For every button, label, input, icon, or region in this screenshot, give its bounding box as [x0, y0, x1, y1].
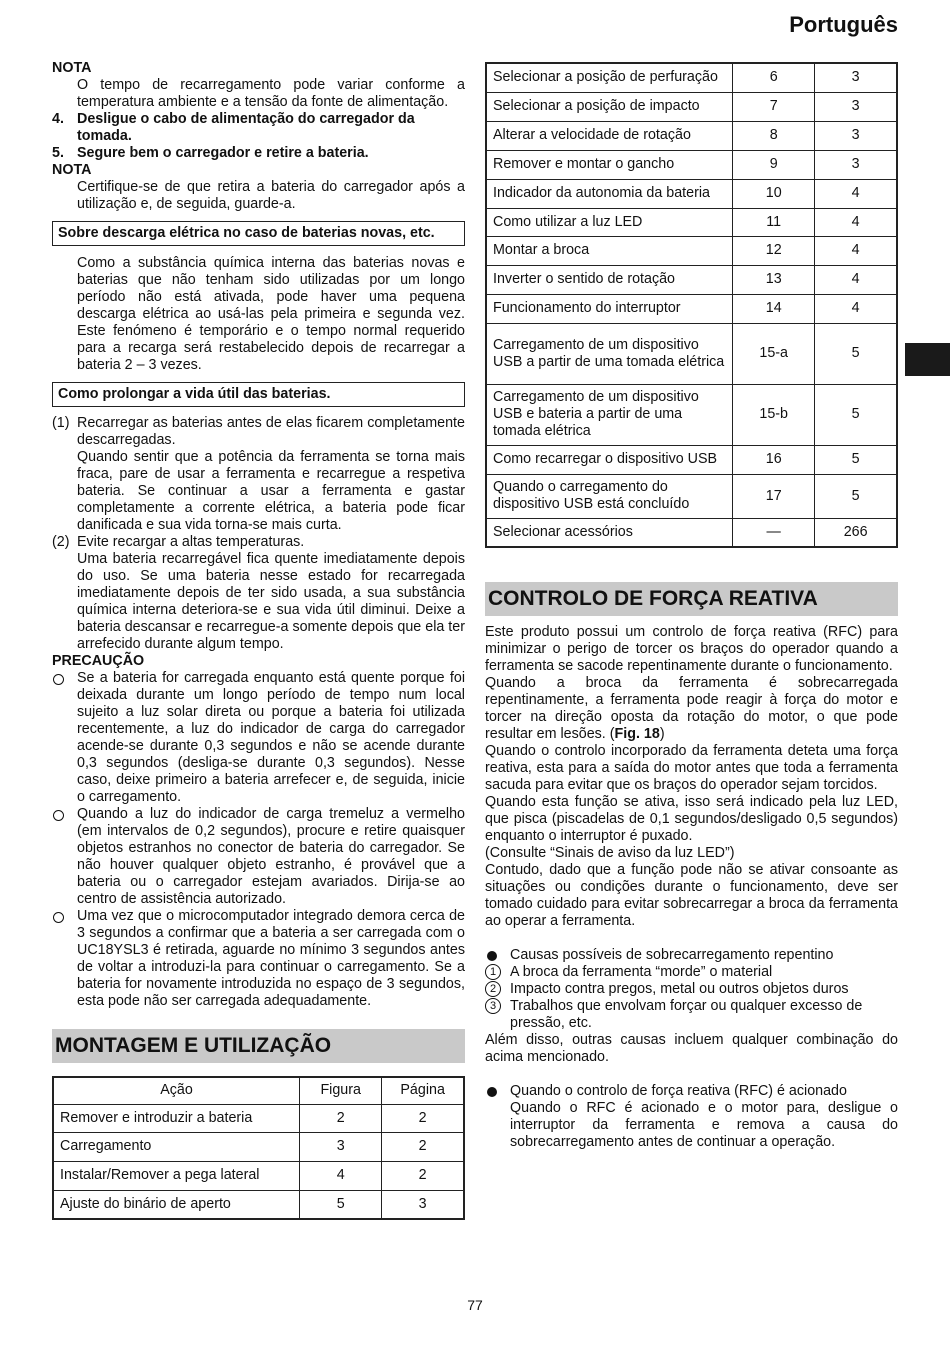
table-cell: Indicador da autonomia da bateria: [486, 179, 733, 208]
item-detail: Quando sentir que a potência da ferramenta se torna mais fraca, pare de usar a ferramenta e recarregue a respetiva bateria. Se continuar a usar a ferramenta e gastar completamente a corrente elétrica, a bateria pode ficar danificada e sua vida torna-se mais curta.: [77, 449, 465, 533]
table-row: [486, 150, 897, 179]
table-row: [486, 121, 897, 150]
item-text: Evite recargar a altas temperaturas.: [77, 534, 305, 550]
circle-bullet-icon: [53, 674, 64, 685]
circled-number: 2: [485, 981, 501, 997]
item-number: (1): [52, 415, 70, 431]
paragraph-text: Quando a broca da ferramenta é sobrecarregada repentinamente, a ferramenta pode reagir à força do motor e torcer na direção oposta da rotação do motor, o que pode resultar em lesões. (: [485, 675, 898, 742]
note-label: NOTA: [52, 60, 92, 76]
table-cell: 12: [733, 236, 815, 265]
table-cell: Selecionar a posição de perfuração: [486, 63, 733, 92]
table-cell: Instalar/Remover a pega lateral: [53, 1161, 300, 1190]
table-cell: 6: [733, 63, 815, 92]
cause-text: Impacto contra pregos, metal ou outros objetos duros: [510, 981, 849, 997]
table-cell: 4: [815, 294, 897, 323]
table-cell: 5: [815, 445, 897, 474]
item-number: (2): [52, 534, 70, 550]
filled-bullet-icon: [487, 1087, 497, 1097]
bullet-text: Causas possíveis de sobrecarregamento repentino: [510, 947, 834, 963]
bullet-item: [485, 1083, 898, 1151]
step-text: Segure bem o carregador e retire a bateria.: [77, 145, 369, 161]
cause-text: Trabalhos que envolvam forçar ou qualquer excesso de pressão, etc.: [510, 998, 863, 1031]
contents-table: [485, 62, 898, 548]
filled-bullet-icon: [487, 951, 497, 961]
circled-number: 1: [485, 964, 501, 980]
section-title: CONTROLO DE FORÇA REATIVA: [485, 582, 898, 616]
table-cell: 14: [733, 294, 815, 323]
paragraph: Além disso, outras causas incluem qualquer combinação do acima mencionado.: [485, 1032, 898, 1065]
table-cell: 8: [733, 121, 815, 150]
caution-item: [52, 670, 465, 806]
circle-bullet-icon: [53, 810, 64, 821]
table-cell: 5: [815, 323, 897, 384]
table-row: [486, 518, 897, 547]
section-title: MONTAGEM E UTILIZAÇÃO: [52, 1029, 465, 1063]
table-cell: Quando o carregamento do dispositivo USB está concluído: [486, 474, 733, 518]
table-cell: 3: [382, 1190, 464, 1219]
paragraph: Quando esta função se ativa, isso será indicado pela luz LED, que pisca (piscadelas de 0,1 segundos/desligado 0,5 segundos) enquanto o interruptor é puxado.: [485, 794, 898, 844]
paragraph: [485, 675, 898, 743]
table-cell: Montar a broca: [486, 236, 733, 265]
table-cell: Ajuste do binário de aperto: [53, 1190, 300, 1219]
table-cell: —: [733, 518, 815, 547]
table-header-row: [53, 1077, 464, 1104]
table-cell: 3: [815, 121, 897, 150]
bullet-item: [485, 947, 898, 964]
table-cell: 4: [815, 236, 897, 265]
circled-number: 3: [485, 998, 501, 1014]
boxed-heading: Sobre descarga elétrica no caso de baterias novas, etc.: [52, 221, 465, 246]
language-label: Português: [789, 12, 898, 37]
table-cell: Carregamento: [53, 1132, 300, 1161]
table-row: [53, 1104, 464, 1132]
table-cell: Remover e montar o gancho: [486, 150, 733, 179]
table-cell: Alterar a velocidade de rotação: [486, 121, 733, 150]
table-row: [486, 208, 897, 236]
table-cell: Como utilizar a luz LED: [486, 208, 733, 236]
list-item: [52, 415, 465, 534]
table-row: [53, 1161, 464, 1190]
note-text: Certifique-se de que retira a bateria do carregador após a utilização e, de seguida, guarde-a.: [77, 179, 465, 212]
bullet-text: Quando o controlo de força reativa (RFC) é acionado: [510, 1083, 847, 1099]
table-row: [53, 1190, 464, 1219]
table-row: [486, 384, 897, 445]
step-number: 5.: [52, 145, 64, 161]
item-detail: Uma bateria recarregável fica quente imediatamente depois do uso. Se uma bateria nesse estado for recarregada imediatamente depois de ter sido usada, a sua substância química interna deteriora-se e sua vida útil diminui. Deixe a bateria descansar e recarregue-a somente depois que ela ter arrefecido durante algum tempo.: [77, 551, 465, 652]
paragraph: Quando o controlo incorporado da ferramenta deteta uma força reativa, esta para a saída do motor antes que toda a ferramenta sacuda para evitar que os braços do operador sejam torcidos.: [485, 743, 898, 793]
table-cell: 3: [815, 150, 897, 179]
table-cell: Carregamento de um dispositivo USB a partir de uma tomada elétrica: [486, 323, 733, 384]
table-cell: 15-b: [733, 384, 815, 445]
page-number: 77: [467, 1297, 483, 1313]
table-row: [486, 265, 897, 294]
cause-item: [485, 981, 898, 998]
table-cell: 2: [382, 1104, 464, 1132]
paragraph: Contudo, dado que a função pode não se ativar consoante as situações ou condições durante o funcionamento, deve ser tomado cuidado para evitar sobrecarregar a broca da ferramenta ao operar a ferramenta.: [485, 862, 898, 929]
table-cell: Selecionar acessórios: [486, 518, 733, 547]
table-cell: Carregamento de um dispositivo USB e bateria a partir de uma tomada elétrica: [486, 384, 733, 445]
item-text: Recarregar as baterias antes de elas ficarem completamente descarregadas.: [77, 415, 465, 448]
table-row: [53, 1132, 464, 1161]
table-cell: 266: [815, 518, 897, 547]
table-cell: 5: [815, 384, 897, 445]
cause-text: A broca da ferramenta “morde” o material: [510, 964, 773, 980]
bullet-detail: Quando o RFC é acionado e o motor para, desligue o interruptor da ferramenta e remova a causa do sobrecarregamento antes de continuar a operação.: [510, 1100, 898, 1150]
left-column: [52, 60, 465, 1220]
note-label: NOTA: [52, 162, 92, 178]
table-cell: 4: [815, 265, 897, 294]
table-cell: Remover e introduzir a bateria: [53, 1104, 300, 1132]
list-item: [52, 534, 465, 653]
table-cell: Selecionar a posição de impacto: [486, 92, 733, 121]
table-cell: 17: [733, 474, 815, 518]
boxed-heading: Como prolongar a vida útil das baterias.: [52, 382, 465, 407]
table-cell: Funcionamento do interruptor: [486, 294, 733, 323]
contents-table: [52, 1076, 465, 1220]
figure-reference: Fig. 18: [614, 726, 660, 742]
table-cell: 4: [300, 1161, 382, 1190]
table-row: [486, 323, 897, 384]
table-cell: 5: [300, 1190, 382, 1219]
table-cell: 10: [733, 179, 815, 208]
cause-item: [485, 964, 898, 981]
caution-label: PRECAUÇÃO: [52, 653, 145, 669]
table-header: Figura: [300, 1077, 382, 1104]
table-cell: 2: [382, 1132, 464, 1161]
step-5: [52, 145, 465, 162]
table-cell: Inverter o sentido de rotação: [486, 265, 733, 294]
caution-item: [52, 908, 465, 1010]
caution-item: [52, 806, 465, 908]
table-row: [486, 236, 897, 265]
table-row: [486, 474, 897, 518]
table-cell: 4: [815, 179, 897, 208]
table-cell: 4: [815, 208, 897, 236]
table-row: [486, 179, 897, 208]
circle-bullet-icon: [53, 912, 64, 923]
table-cell: Como recarregar o dispositivo USB: [486, 445, 733, 474]
table-cell: 5: [815, 474, 897, 518]
table-header: Página: [382, 1077, 464, 1104]
note-text: O tempo de recarregamento pode variar conforme a temperatura ambiente e a tensão da fonte de alimentação.: [77, 77, 465, 110]
table-cell: 15-a: [733, 323, 815, 384]
step-text: Desligue o cabo de alimentação do carregador da tomada.: [77, 111, 415, 144]
paragraph: (Consulte “Sinais de aviso da luz LED”): [485, 845, 735, 861]
table-cell: 16: [733, 445, 815, 474]
table-cell: 9: [733, 150, 815, 179]
table-header: Ação: [53, 1077, 300, 1104]
caution-text: Quando a luz do indicador de carga tremeluz a vermelho (em intervalos de 0,2 segundos), procure e retire quaisquer objetos estranhos no conector de bateria do carregador. Se não houver qualquer objeto estranho, é provável que a bateria ou o carregador estejam avariados. Dirija-se ao centro de assistência autorizado.: [77, 806, 465, 907]
table-cell: 3: [300, 1132, 382, 1161]
paragraph-text: ): [659, 726, 665, 742]
table-cell: 3: [815, 92, 897, 121]
table-cell: 3: [815, 63, 897, 92]
table-row: [486, 294, 897, 323]
table-row: [486, 63, 897, 92]
cause-item: [485, 998, 898, 1032]
paragraph: Como a substância química interna das baterias novas e baterias que não tenham sido utilizadas por um longo período não está ativada, pode haver uma pequena descarga elétrica ao usá-las pela primeira e segunda vez. Este fenómeno é temporário e o tempo normal requerido para a recarga será restabelecido depois de recarregar a bateria 2 – 3 vezes.: [77, 255, 465, 373]
table-cell: 2: [382, 1161, 464, 1190]
table-row: [486, 92, 897, 121]
step-4: [52, 111, 465, 145]
caution-text: Uma vez que o microcomputador integrado demora cerca de 3 segundos a confirmar que a bateria a ser carregada com o UC18YSL3 é retirada, aguarde no mínimo 3 segundos antes de voltar a introduzi-la para continuar o carregamento. Se a bateria for novamente introduzida no espaço de 3 segundos, esta pode não ser carregada adequadamente.: [77, 908, 465, 1009]
table-row: [486, 445, 897, 474]
paragraph: Este produto possui um controlo de força reativa (RFC) para minimizar o perigo de torcer os braços do operador quando a ferramenta se sacode repentinamente durante o funcionamento.: [485, 624, 898, 674]
right-column: [485, 62, 898, 1151]
table-cell: 13: [733, 265, 815, 294]
table-cell: 11: [733, 208, 815, 236]
section-tab-marker: [905, 343, 950, 376]
table-cell: 7: [733, 92, 815, 121]
caution-text: Se a bateria for carregada enquanto está quente porque foi deixada durante um longo período de tempo num local sujeito a luz solar direta ou porque a bateria foi utilizada recentemente, a luz do indicador de carga do carregador acende-se durante 0,3 segundos e não se acende durante 0,3 segundos (desliga-se durante 0,3 segundos). Nesse caso, deixe primeiro a bateria arrefecer e, de seguida, inicie o carregamento.: [77, 670, 465, 805]
table-cell: 2: [300, 1104, 382, 1132]
step-number: 4.: [52, 111, 64, 127]
